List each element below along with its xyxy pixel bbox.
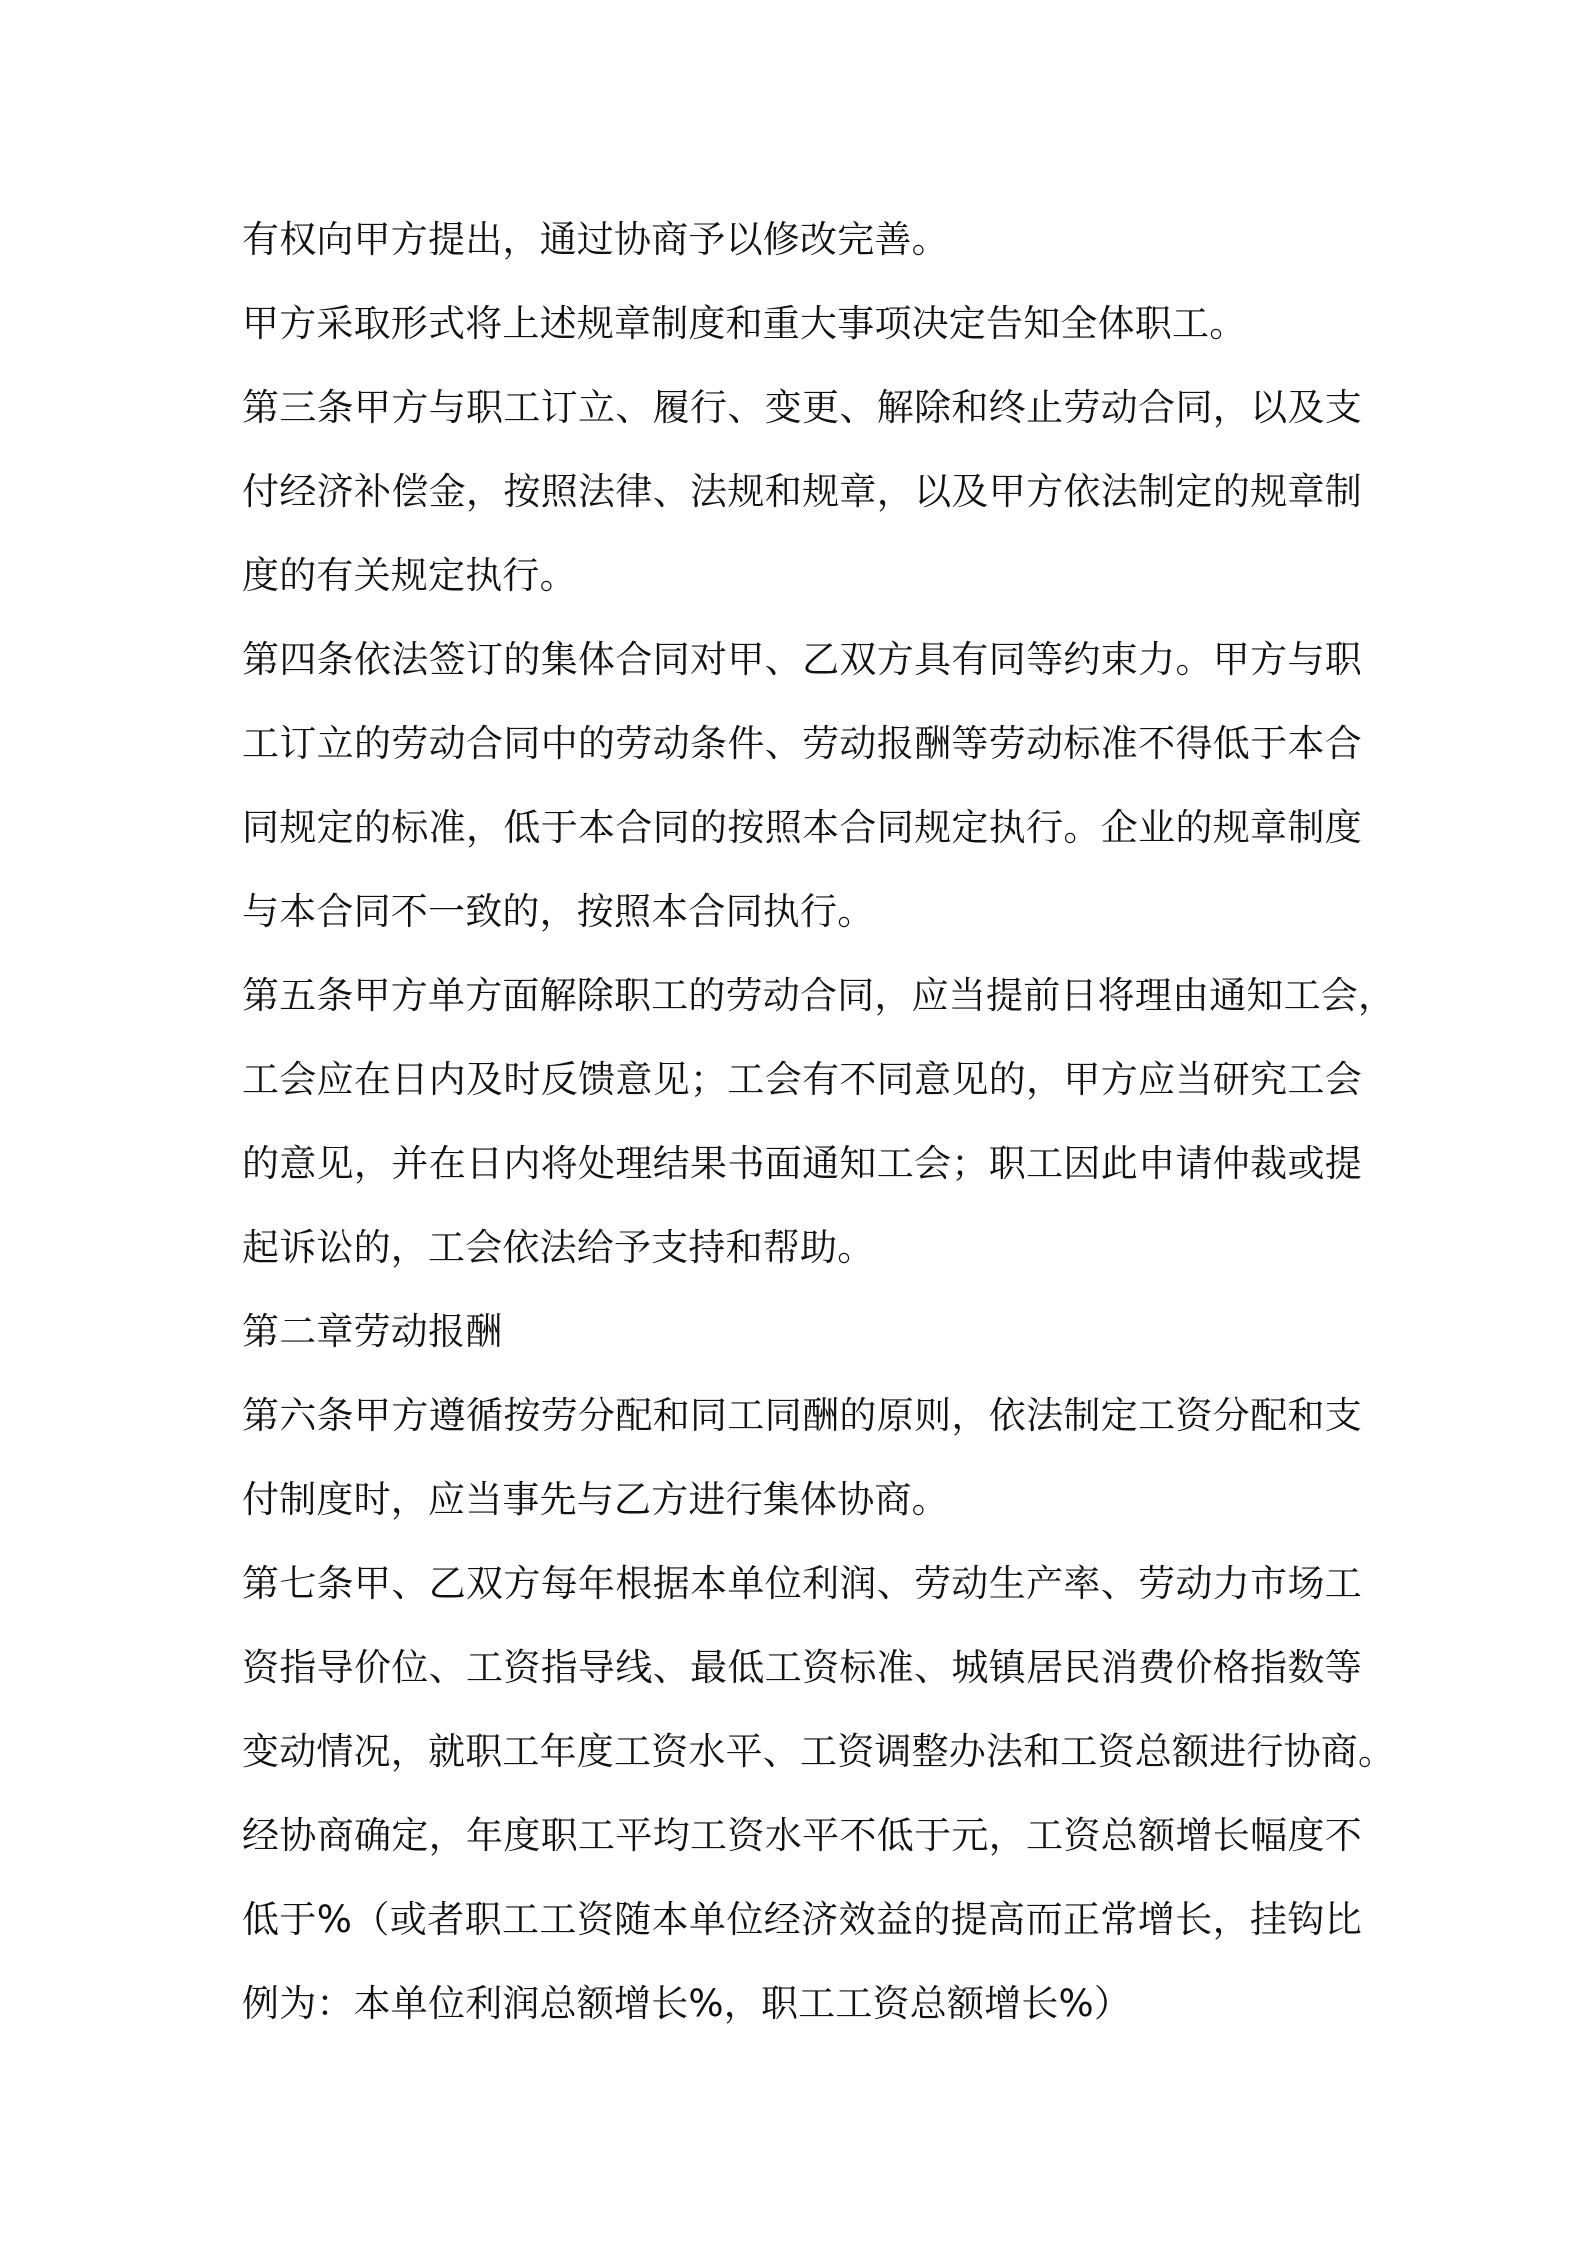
text-line-18: 资指导价位、工资指导线、最低工资标准、城镇居民消费价格指数等 <box>242 1646 1362 1689</box>
text-line-5: 度的有关规定执行。 <box>242 554 577 597</box>
text-line-22: 例为：本单位利润总额增长%，职工工资总额增长%） <box>242 1982 1132 2025</box>
text-line-17: 第七条甲、乙双方每年根据本单位利润、劳动生产率、劳动力市场工 <box>242 1562 1362 1605</box>
text-line-9: 与本合同不一致的，按照本合同执行。 <box>242 890 875 933</box>
text-line-3: 第三条甲方与职工订立、履行、变更、解除和终止劳动合同，以及支 <box>242 386 1362 429</box>
text-line-19: 变动情况，就职工年度工资水平、工资调整办法和工资总额进行协商。 <box>242 1730 1396 1773</box>
text-line-15: 第六条甲方遵循按劳分配和同工同酬的原则，依法制定工资分配和支 <box>242 1394 1362 1437</box>
text-line-2: 甲方采取形式将上述规章制度和重大事项决定告知全体职工。 <box>242 302 1247 345</box>
text-line-12: 的意见，并在日内将处理结果书面通知工会；职工因此申请仲裁或提 <box>242 1142 1362 1185</box>
text-line-11: 工会应在日内及时反馈意见；工会有不同意见的，甲方应当研究工会 <box>242 1058 1362 1101</box>
text-line-13: 起诉讼的，工会依法给予支持和帮助。 <box>242 1226 875 1269</box>
chapter-heading: 第二章劳动报酬 <box>242 1310 503 1353</box>
text-line-20: 经协商确定，年度职工平均工资水平不低于元，工资总额增长幅度不 <box>242 1814 1362 1857</box>
text-line-21: 低于%（或者职工工资随本单位经济效益的提高而正常增长，挂钩比 <box>242 1898 1362 1941</box>
text-line-4: 付经济补偿金，按照法律、法规和规章，以及甲方依法制定的规章制 <box>242 470 1362 513</box>
text-line-8: 同规定的标准，低于本合同的按照本合同规定执行。企业的规章制度 <box>242 806 1362 849</box>
text-line-16: 付制度时，应当事先与乙方进行集体协商。 <box>242 1478 949 1521</box>
text-line-10: 第五条甲方单方面解除职工的劳动合同，应当提前日将理由通知工会， <box>242 974 1396 1017</box>
text-line-7: 工订立的劳动合同中的劳动条件、劳动报酬等劳动标准不得低于本合 <box>242 722 1362 765</box>
text-line-6: 第四条依法签订的集体合同对甲、乙双方具有同等约束力。甲方与职 <box>242 638 1362 681</box>
text-line-1: 有权向甲方提出，通过协商予以修改完善。 <box>242 218 949 261</box>
document-body <box>242 198 1396 2046</box>
